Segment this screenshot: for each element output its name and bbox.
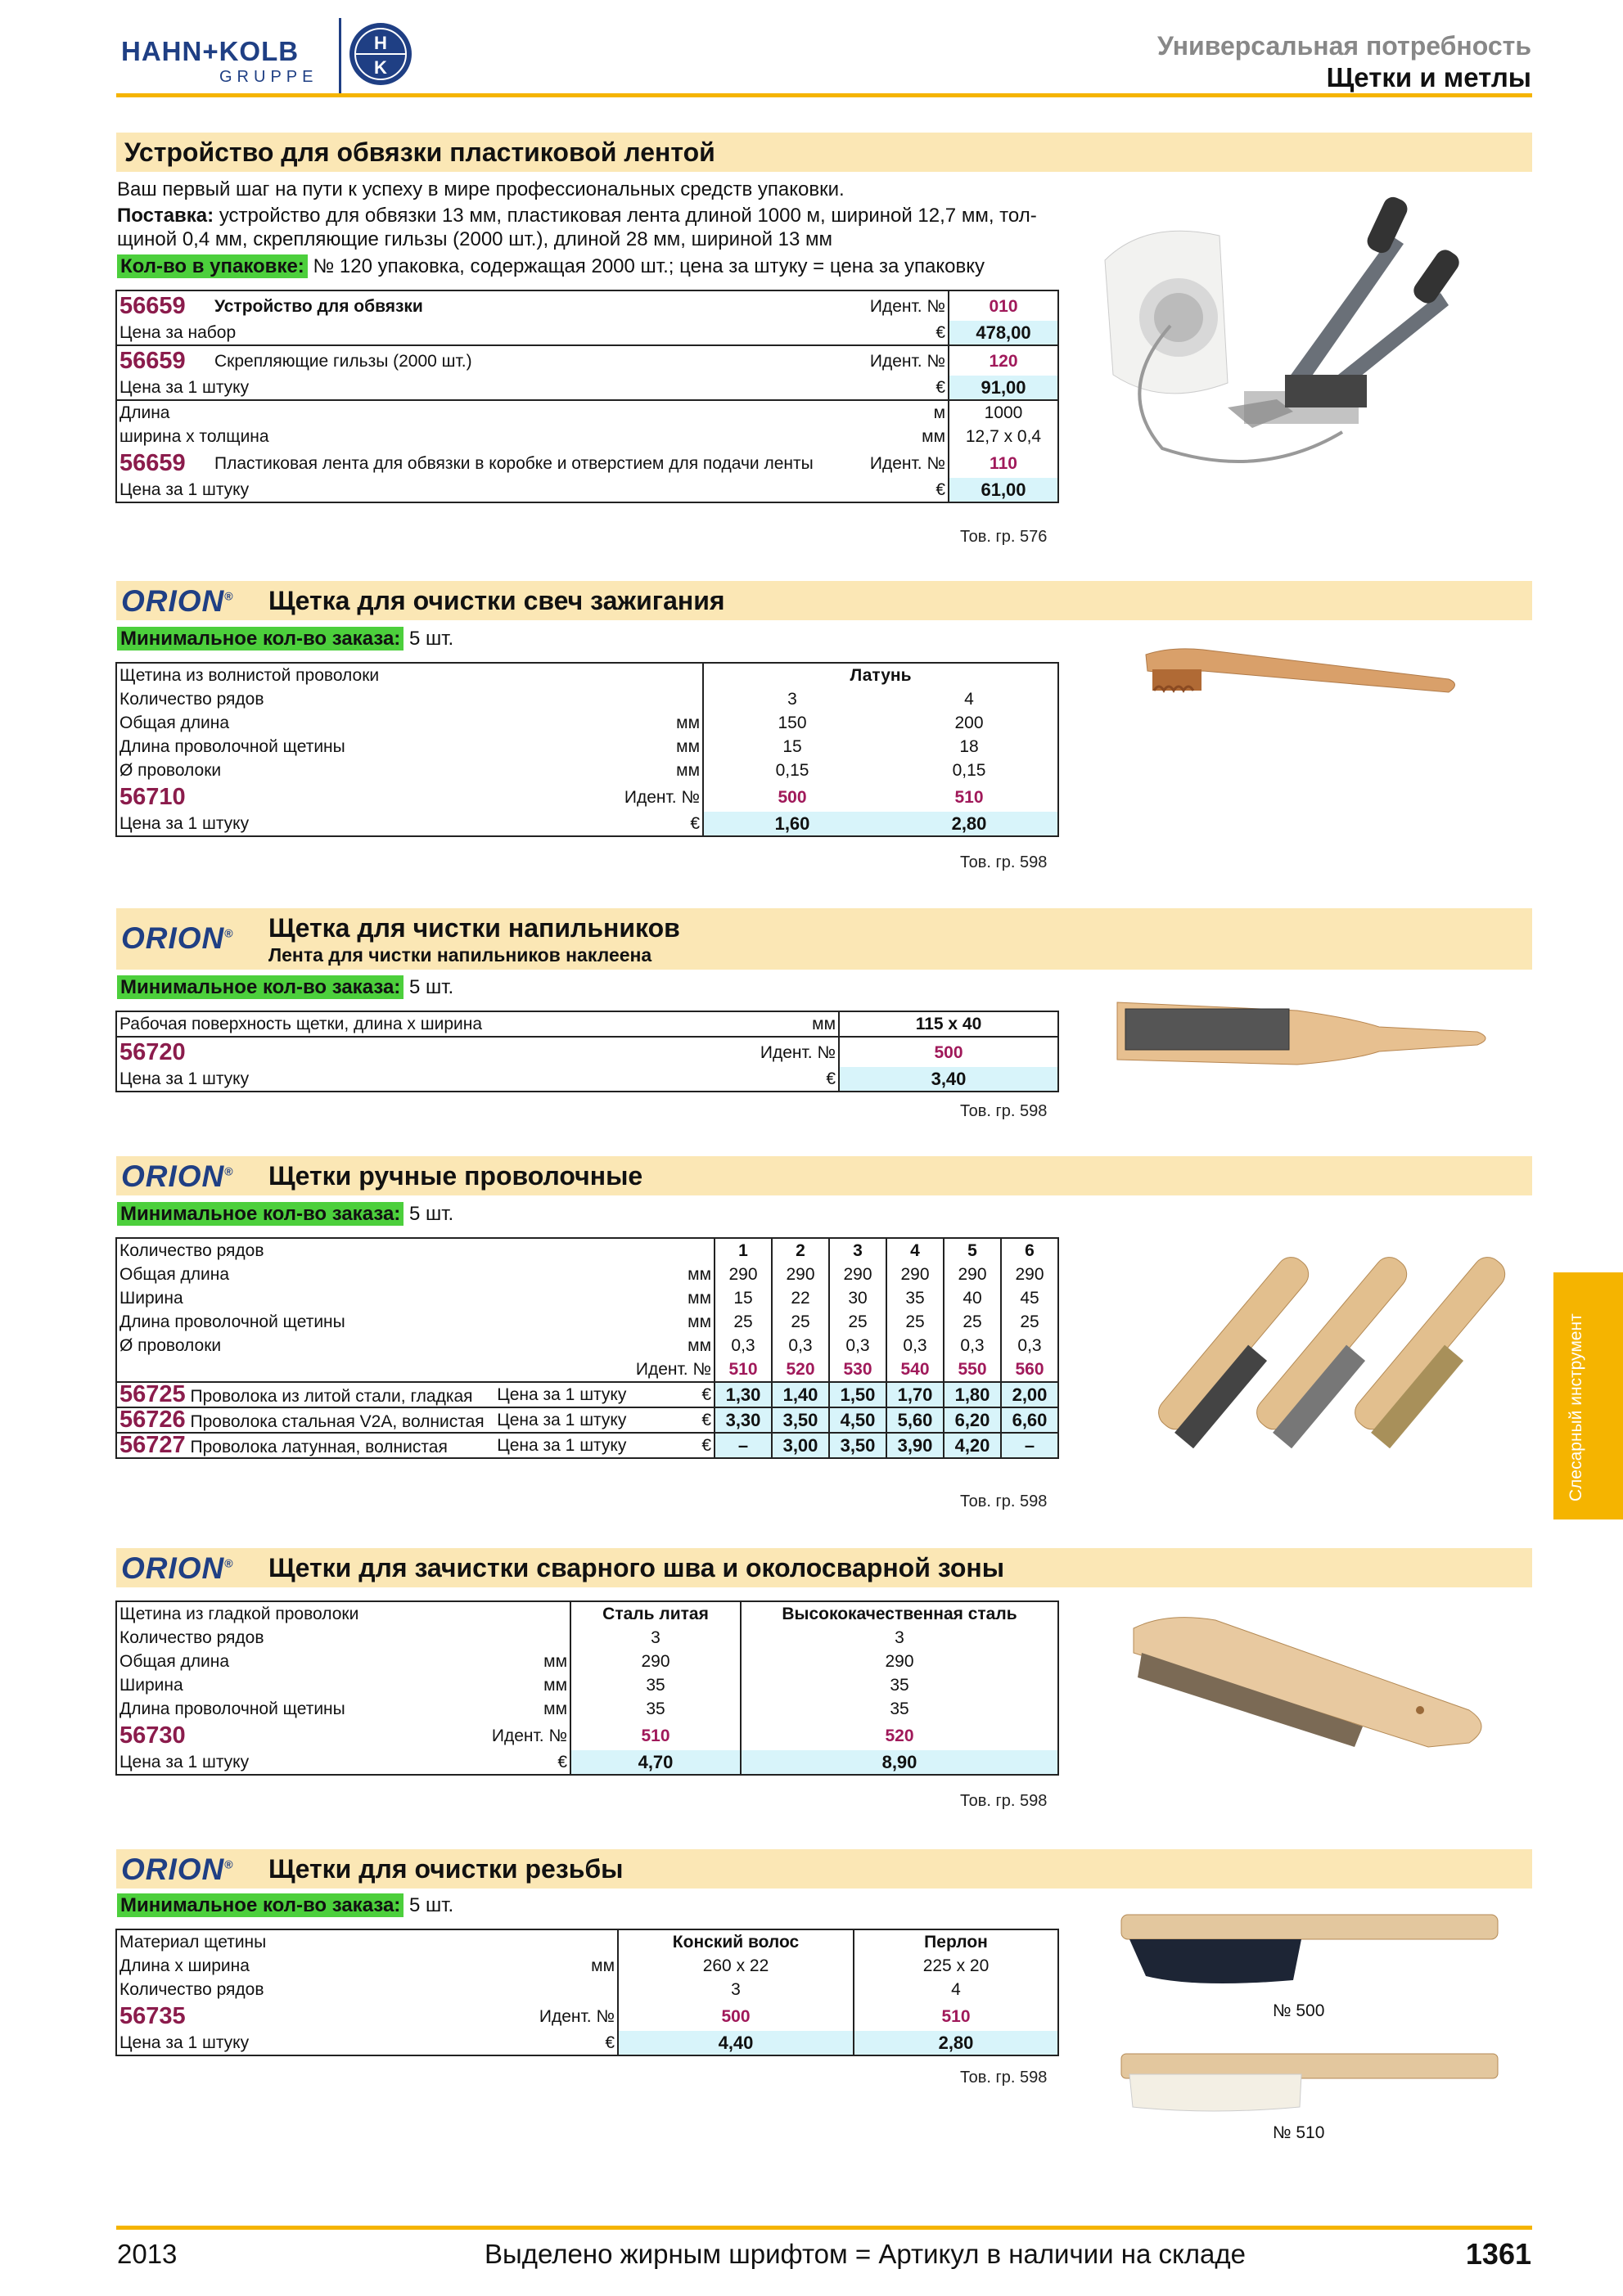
horsehair-brush-image [1113, 1907, 1506, 1988]
ident-number: 500 [703, 782, 881, 812]
spec-label: Количество рядов [119, 690, 264, 709]
spec-unit: м [845, 400, 949, 425]
table-row: Количество рядов 1 2 3 4 5 6 [116, 1238, 1058, 1263]
price-label: Цена за 1 штуку [494, 1382, 632, 1407]
article-name: Скрепляющие гильзы (2000 шт.) [212, 345, 845, 376]
product-group: Тов. гр. 598 [960, 1792, 1048, 1810]
table-row: Ширина мм 15 22 30 35 40 45 [116, 1286, 1058, 1310]
table-row: Количество рядов 3 4 [116, 1978, 1058, 2001]
table-row [116, 448, 1058, 478]
spec-label: Длина проволочной щетины [119, 1699, 345, 1718]
table-row: Ø проволоки мм 0,3 0,3 0,3 0,3 0,3 0,3 [116, 1334, 1058, 1357]
brand-logo-wordmark: HAHN+KOLB [121, 36, 300, 66]
section-subtitle: Лента для чистки напильников наклеена [268, 944, 652, 966]
spec-value: 15 [703, 735, 881, 759]
spec-label: Длина x ширина [119, 1956, 250, 1975]
spec-label: Ширина [119, 1676, 183, 1695]
table-row [116, 345, 1058, 376]
spec-label: Количество рядов [119, 1628, 264, 1647]
product-group: Тов. гр. 598 [960, 853, 1048, 871]
footer-year: 2013 [117, 2239, 178, 2269]
spec-label: Ширина [119, 1289, 183, 1308]
table-row [116, 400, 1058, 425]
ident-number: 110 [949, 448, 1058, 478]
price-label: Цена за 1 штуку [119, 1069, 250, 1088]
table-row [116, 425, 1058, 448]
orion-logo: ORION® [121, 1159, 234, 1193]
section-bar-file [116, 908, 1532, 970]
currency: € [632, 1382, 715, 1407]
weld-brush-image [1117, 1604, 1494, 1767]
spec-label: Длина проволочной щетины [119, 1312, 345, 1331]
spec-value: 150 [703, 711, 881, 735]
column-header: Высококачественная сталь [741, 1601, 1058, 1626]
logo-divider [339, 18, 341, 93]
article-name: Пластиковая лента для обвязки в коробке и отверстием для подачи ленты [214, 453, 814, 473]
spec-unit: мм [688, 1336, 711, 1355]
section-bar-hand [116, 1156, 1532, 1195]
section-title: Щетки для очистки резьбы [268, 1854, 624, 1884]
brand-logo-subtitle: GRUPPE [219, 68, 318, 86]
table-row [116, 1037, 1058, 1067]
column-header: Сталь литая [570, 1601, 741, 1626]
price: 478,00 [949, 321, 1058, 345]
product-line [116, 1433, 494, 1458]
article-code[interactable]: 56730 [119, 1722, 186, 1749]
spec-unit: мм [676, 761, 700, 780]
price-label: Цена за 1 штуку [494, 1433, 632, 1458]
hand-table [115, 1237, 1059, 1459]
article-code[interactable]: 56659 [116, 345, 212, 376]
article-code[interactable]: 56725 [119, 1381, 186, 1407]
spec-label: Длина [116, 400, 845, 425]
spec-unit: мм [543, 1699, 567, 1718]
spec-label: Ø проволоки [119, 761, 222, 780]
ident-number: 500 [839, 1037, 1058, 1067]
min-order-value: 5 шт. [408, 1203, 454, 1225]
pack-label: Кол-во в упаковке: [117, 254, 308, 278]
strapping-table [115, 290, 1059, 503]
price: 2,80 [881, 812, 1058, 836]
min-order-label: Минимальное кол-во заказа: [117, 627, 403, 651]
spec-label: ширина x толщина [119, 427, 269, 446]
price-label: Цена за 1 штуку [119, 2033, 250, 2052]
article-name: Проволока латунная, волнистая [190, 1438, 448, 1456]
currency: € [826, 1069, 836, 1088]
product-line [116, 1407, 494, 1433]
price-label: Цена за 1 штуку [119, 814, 250, 833]
perlon-brush-image [1113, 2037, 1506, 2119]
spec-label: Общая длина [119, 714, 230, 732]
section-title: Щетки ручные проволочные [268, 1161, 643, 1191]
table-row [116, 290, 1058, 321]
currency: € [605, 2033, 615, 2052]
emblem-letter-top: H [374, 33, 387, 53]
price-label: Цена за 1 штуку [494, 1407, 632, 1433]
spec-label: Щетина из волнистой проволоки [119, 666, 380, 685]
spec-value: 1000 [949, 400, 1058, 425]
price: 1,60 [703, 812, 881, 836]
strapping-intro: Ваш первый шаг на пути к успеху в мире профессиональных средств упаковки. [117, 178, 845, 200]
emblem-letter-bottom: K [374, 57, 387, 78]
orion-logo: ORION® [121, 584, 234, 618]
section-title: Устройство для обвязки пластиковой лентой [124, 137, 715, 167]
weld-table [115, 1600, 1059, 1776]
table-row [116, 478, 1058, 502]
header-category: Универсальная потребность [1157, 31, 1531, 61]
article-name: Проволока из литой стали, гладкая [190, 1387, 473, 1406]
section-title: Щетка для чистки напильников [268, 913, 680, 943]
table-row: Ширина мм 35 35 [116, 1673, 1058, 1697]
table-row [116, 782, 1058, 812]
min-order-label: Минимальное кол-во заказа: [117, 975, 403, 999]
spec-unit: мм [688, 1312, 711, 1331]
article-name: Устройство для обвязки [214, 296, 423, 316]
table-row [116, 1011, 1058, 1037]
table-row [116, 1929, 1058, 1954]
thread-table [115, 1929, 1059, 2056]
spec-unit: мм [676, 737, 700, 756]
table-row: Общая длина мм 290 290 290 290 290 290 [116, 1263, 1058, 1286]
spec-value: 3 [703, 687, 881, 711]
price-label: Цена за 1 штуку [119, 1753, 250, 1772]
spec-label: Материал щетины [119, 1933, 267, 1952]
strapping-pack [117, 255, 985, 278]
spec-value: 12,7 x 0,4 [949, 425, 1058, 448]
min-order [117, 976, 453, 999]
price-label: Цена за 1 штуку [119, 480, 250, 499]
min-order-label: Минимальное кол-во заказа: [117, 1893, 403, 1917]
strapping-supply [117, 205, 1037, 227]
spec-label: Количество рядов [119, 1241, 264, 1260]
ident-number: 510 [954, 787, 984, 807]
min-order-value: 5 шт. [408, 976, 454, 998]
table-row [116, 663, 1058, 687]
spec-value: 18 [959, 737, 979, 756]
table-row: Количество рядов 3 3 [116, 1626, 1058, 1650]
image-caption: № 500 [1273, 2001, 1325, 2020]
currency: € [935, 323, 945, 342]
file-table [115, 1011, 1059, 1092]
table-row [116, 321, 1058, 345]
table-row: Длина проволочной щетины мм 25 25 25 25 25 25 [116, 1310, 1058, 1334]
spec-value: 0,15 [952, 761, 986, 780]
table-row [116, 711, 1058, 735]
article-code[interactable]: 56720 [116, 1037, 710, 1067]
min-order-label: Минимальное кол-во заказа: [117, 1202, 403, 1226]
spec-label: Щетина из гладкой проволоки [119, 1605, 359, 1623]
spec-unit: мм [543, 1676, 567, 1695]
spec-label: Длина проволочной щетины [119, 737, 345, 756]
header-subcategory: Щетки и метлы [1326, 62, 1531, 92]
strapping-tool-image [1097, 187, 1506, 497]
table-row: Длина x ширина мм 260 x 22 225 x 20 [116, 1954, 1058, 1978]
min-order [117, 628, 453, 651]
article-code[interactable]: 56710 [119, 783, 186, 810]
pack-text: № 120 упаковка, содержащая 2000 шт.; цена за штуку = цена за упаковку [313, 255, 985, 277]
currency: € [690, 814, 700, 833]
spec-label: Общая длина [119, 1265, 230, 1284]
spec-value: 200 [954, 714, 984, 732]
article-name: Проволока стальная V2A, волнистая [190, 1412, 485, 1431]
page-number: 1361 [1465, 2237, 1531, 2271]
ident-label: Идент. № [869, 296, 945, 316]
article-code[interactable]: 56726 [119, 1407, 186, 1433]
table-row [116, 1067, 1058, 1092]
file-brush-image [1109, 986, 1494, 1076]
table-row: Длина проволочной щетины мм 35 35 [116, 1697, 1058, 1721]
orion-logo: ORION® [121, 1551, 234, 1585]
spec-unit: мм [543, 1652, 567, 1671]
section-bar-spark [116, 581, 1532, 620]
table-row: Цена за 1 штуку € 4,40 2,80 [116, 2031, 1058, 2055]
table-row [116, 1601, 1058, 1626]
table-row: 56730 Идент. № 510 520 [116, 1721, 1058, 1750]
column-header: Перлон [854, 1929, 1058, 1954]
min-order [117, 1203, 453, 1226]
spec-label: Рабочая поверхность щетки, длина x ширина [119, 1015, 482, 1033]
ident-label: Идент. № [539, 2006, 615, 2026]
table-row [116, 376, 1058, 400]
spec-unit: мм [676, 714, 700, 732]
ident-label: Идент. № [710, 1037, 839, 1067]
column-header: Конский волос [618, 1929, 854, 1954]
side-tab-label: Слесарный инструмент [1567, 1313, 1585, 1501]
header-rule [116, 93, 1532, 97]
article-code[interactable]: 56659 [119, 449, 186, 476]
table-row [116, 812, 1058, 836]
spec-unit: мм [922, 427, 945, 446]
table-row [116, 759, 1058, 782]
currency: € [557, 1753, 567, 1772]
ident-number: 010 [949, 290, 1058, 321]
product-group: Тов. гр. 598 [960, 1492, 1048, 1510]
section-title: Щетка для очистки свеч зажигания [268, 586, 725, 615]
article-code[interactable]: 56659 [119, 292, 186, 319]
min-order-value: 5 шт. [408, 1894, 454, 1916]
orion-logo: ORION® [121, 1853, 234, 1886]
image-caption: № 510 [1273, 2123, 1325, 2142]
hk-emblem-icon [348, 21, 413, 87]
ident-label: Идент. № [491, 1726, 567, 1745]
spark-plug-brush-image [1138, 638, 1465, 720]
table-row: 56726 Проволока стальная V2A, волнистая Цена за 1 штуку € 3,30 3,50 4,50 5,60 6,20 6,60 [116, 1407, 1058, 1433]
ident-label: Идент. № [635, 1360, 711, 1379]
spec-label: Общая длина [119, 1652, 230, 1671]
hand-wire-brushes-image [1109, 1211, 1535, 1448]
product-line [116, 1382, 494, 1407]
price-label: Цена за набор [119, 323, 237, 342]
footer-rule [116, 2226, 1532, 2230]
section-bar-weld [116, 1548, 1532, 1587]
ident-label: Идент. № [869, 453, 945, 473]
price-label: Цена за 1 штуку [119, 378, 250, 397]
table-row [116, 735, 1058, 759]
currency: € [632, 1407, 715, 1433]
spec-value: 4 [964, 690, 974, 709]
spec-value: 0,15 [703, 759, 881, 782]
side-chapter-tab[interactable] [1553, 1272, 1623, 1519]
spec-unit: мм [591, 1956, 615, 1975]
product-group: Тов. гр. 576 [960, 528, 1048, 546]
orion-logo: ORION® [121, 921, 234, 955]
footer-note: Выделено жирным шрифтом = Артикул в наличии на складе [485, 2239, 1246, 2269]
min-order-value: 5 шт. [408, 628, 454, 650]
table-row: 56735 Идент. № 500 510 [116, 2001, 1058, 2031]
material-header: Латунь [703, 663, 1058, 687]
ident-label: Идент. № [624, 787, 700, 807]
article-code[interactable]: 56735 [119, 2002, 186, 2029]
min-order [117, 1894, 453, 1917]
spark-table [115, 662, 1059, 837]
section-title: Щетки для зачистки сварного шва и околосварной зоны [268, 1553, 1005, 1582]
table-row: 56727 Проволока латунная, волнистая Цена за 1 штуку € – 3,00 3,50 3,90 4,20 – [116, 1433, 1058, 1458]
spec-label: Ø проволоки [119, 1336, 222, 1355]
ident-label: Идент. № [845, 345, 949, 376]
price: 3,40 [839, 1067, 1058, 1092]
spec-unit: мм [688, 1289, 711, 1308]
table-row [116, 687, 1058, 711]
table-row: 56725 Проволока из литой стали, гладкая Цена за 1 штуку € 1,30 1,40 1,50 1,70 1,80 2,00 [116, 1382, 1058, 1407]
table-row: Цена за 1 штуку € 4,70 8,90 [116, 1750, 1058, 1775]
currency: € [935, 378, 945, 397]
price: 91,00 [949, 376, 1058, 400]
spec-unit: мм [688, 1265, 711, 1284]
section-bar-thread [116, 1849, 1532, 1889]
currency: € [632, 1433, 715, 1458]
ident-number: 120 [949, 345, 1058, 376]
product-group: Тов. гр. 598 [960, 2069, 1048, 2087]
section-bar-strapping [116, 133, 1532, 172]
table-row: Общая длина мм 290 290 [116, 1650, 1058, 1673]
article-code[interactable]: 56727 [119, 1432, 186, 1458]
supply-label: Поставка: [117, 205, 214, 227]
spec-unit: мм [812, 1015, 836, 1033]
price: 61,00 [949, 478, 1058, 502]
table-row: Идент. № 510 520 530 540 550 560 [116, 1357, 1058, 1382]
spec-value: 115 x 40 [839, 1011, 1058, 1037]
spec-label: Количество рядов [119, 1980, 264, 1999]
currency: € [935, 480, 945, 499]
supply-line2: щиной 0,4 мм, скрепляющие гильзы (2000 шт.), длиной 28 мм, шириной 13 мм [117, 228, 833, 250]
product-group: Тов. гр. 598 [960, 1102, 1048, 1120]
supply-line1: устройство для обвязки 13 мм, пластиковая лента длиной 1000 м, шириной 12,7 мм, тол- [219, 205, 1037, 227]
